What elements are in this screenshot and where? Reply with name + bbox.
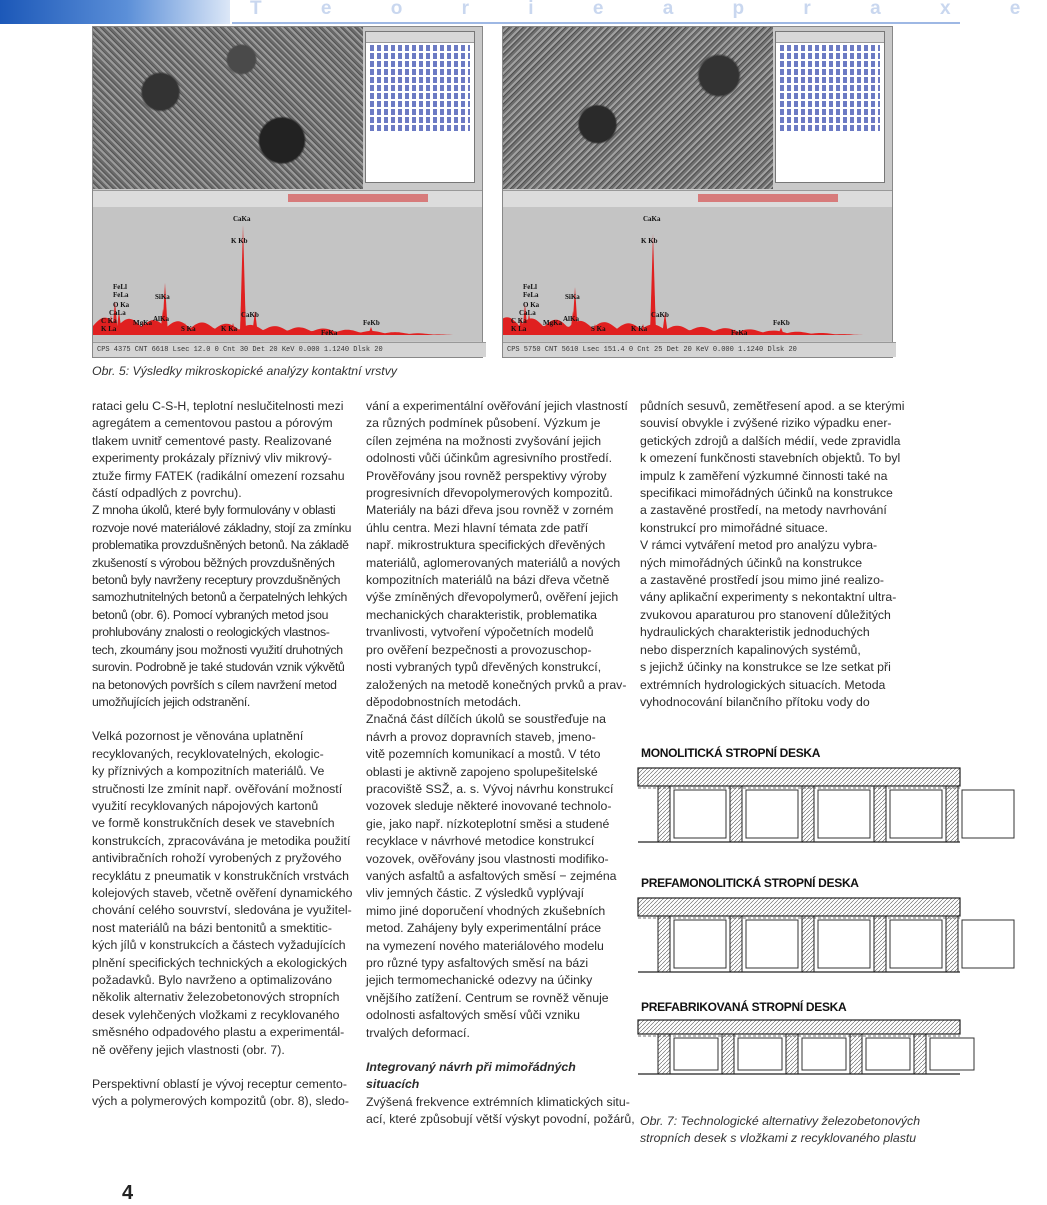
peak-label: MgKa: [133, 319, 153, 327]
text-line: děpodobnostních metodách.: [366, 694, 522, 709]
plastic-insert: [930, 1038, 974, 1070]
peak-label: K Ka: [221, 325, 238, 333]
text-line: konstrukcích, zpracovávána je metodika použití: [92, 833, 351, 848]
peak-label: CaKb: [651, 311, 669, 319]
text-column-2: [366, 398, 635, 1129]
plastic-insert: [866, 1038, 910, 1070]
peak-label: AlKa: [563, 315, 579, 323]
text-line: Značná část dílčích úkolů se soustřeďuje na: [366, 712, 606, 727]
text-line: V rámci vytváření metod pro analýzu vybra-: [640, 538, 878, 553]
text-line: pracoviště SSŽ, a. s. Vývoj návrhu konstrukcí: [366, 781, 614, 796]
text-line: Materiály na bázi dřeva jsou rovněž v zorném: [366, 503, 614, 518]
plastic-insert: [962, 920, 1014, 968]
slab-rib: [658, 1034, 670, 1074]
text-line: recyklovaných, recyklovatelných, ekologic-: [92, 746, 324, 761]
peak-label: K La: [101, 325, 117, 333]
eds-screenshot-2: [502, 26, 893, 358]
text-line: vitě pozemních komunikací a mostů. V této: [366, 747, 601, 762]
text-line: na vymezení nového materiálového modelu: [366, 938, 604, 953]
slab-rib: [946, 916, 958, 972]
text-line: vozovek, ověřovány jsou vlastnosti modifiko-: [366, 851, 609, 866]
peak-label: CaKb: [241, 311, 259, 319]
peak-label: FeKb: [363, 319, 380, 327]
plastic-insert: [802, 1038, 846, 1070]
slab-rib: [850, 1034, 862, 1074]
text-column-1: [92, 398, 353, 1111]
text-line: výše zmíněných dřevopolymerů, ověření jejich: [366, 590, 619, 605]
text-line: rataci gelu C-S-H, teplotní neslučitelnosti mezi: [92, 399, 344, 413]
paragraph: [366, 711, 622, 1042]
text-line: betonů byly navrženy receptury provzdušněných: [92, 573, 341, 588]
spectrum-peak: [162, 283, 168, 335]
paragraph: [640, 537, 902, 711]
slab-top-layer: [638, 1020, 960, 1034]
text-line: vyhodnocování bilančního přítoku vody do: [640, 694, 870, 709]
text-line: tlakem uvnitř cementové pasty. Realizované: [92, 433, 332, 448]
text-line: několik alternativ železobetonových stropních: [92, 990, 340, 1005]
peak-label: SiKa: [155, 293, 170, 301]
peak-label: FeKa: [321, 329, 338, 337]
text-line: Perspektivní oblastí je vývoj receptur cemento-: [92, 1077, 347, 1092]
text-line: vány aplikační experimenty s nekontaktní ultra-: [640, 590, 897, 605]
peak-label: FeLa: [523, 291, 539, 299]
paragraph: [366, 398, 628, 711]
slab-rib: [730, 916, 742, 972]
text-line: vých a polymerových kompozitů (obr. 8), sledo-: [92, 1094, 349, 1109]
eds-spectrum: [503, 207, 892, 341]
element-table-panel: [365, 31, 475, 183]
text-line: stručnosti lze zmínit např. ověřování možností: [92, 781, 343, 796]
header-gradient-bar: [0, 0, 230, 24]
text-line: desek vylehčených vložkami z recyklovaného: [92, 1007, 340, 1022]
text-line: odolnosti asfaltových směsí vůči vzniku: [366, 1008, 580, 1023]
text-line: směsného odpadového plastu a experimentál-: [92, 1025, 345, 1040]
peak-label: FeLa: [113, 291, 129, 299]
text-line: např. mikrostruktura specifických dřevěných: [366, 538, 606, 553]
slab-rib: [722, 1034, 734, 1074]
peak-label: CaKa: [643, 215, 661, 223]
text-line: umožňujících jejich odstranění.: [92, 694, 250, 709]
peak-label: O Ka: [113, 301, 130, 309]
slab-rib: [658, 786, 670, 842]
plastic-insert: [738, 1038, 782, 1070]
text-line: oblasti je aktivně zapojeno spolupešitelské: [366, 764, 598, 779]
slab-rib: [802, 916, 814, 972]
peak-label: FeKb: [773, 319, 790, 327]
text-line: úhlu centra. Mezi hlavní témata zde patří: [366, 520, 589, 535]
slab-label-prefabricated: PREFABRIKOVANÁ STROPNÍ DESKA: [641, 1000, 847, 1014]
slab-section-prefamonolithic: [638, 896, 960, 976]
peak-label: AlKa: [153, 315, 169, 323]
peak-label: CaKa: [233, 215, 251, 223]
slab-rib: [658, 916, 670, 972]
text-line: zvukovou aparaturou pro stanovení důležitých: [640, 607, 891, 622]
peak-label: S Ka: [181, 325, 196, 333]
text-line: prohlubovány znalosti o reologických vlastnos-: [92, 625, 330, 640]
plastic-insert: [962, 790, 1014, 838]
paragraph: [92, 502, 352, 711]
text-line: vaných asfaltů a asfaltových směsí − zejména: [366, 868, 617, 883]
text-line: recyklace v návrhové metodice konstrukcí: [366, 834, 595, 849]
slab-rib: [874, 916, 886, 972]
spectrum-toolbar: [503, 190, 892, 208]
text-line: plnění specifických technických a ekologických: [92, 955, 347, 970]
slab-label-monolithic: MONOLITICKÁ STROPNÍ DESKA: [641, 746, 821, 760]
text-line: samozhutnitelných betonů a čerpatelných lehkých: [92, 590, 347, 605]
text-line: vozovek sleduje některé inovované technolo-: [366, 799, 612, 814]
text-line: agregátem a cementovou pastou a pórovým: [92, 416, 333, 431]
peak-label: S Ka: [591, 325, 606, 333]
text-line: půdních sesuvů, zemětřesení apod. a se kterými: [640, 399, 905, 413]
plastic-insert: [818, 790, 870, 838]
plastic-insert: [674, 1038, 718, 1070]
peak-label: CaLa: [109, 309, 126, 317]
text-line: jejich termomechanické odezvy na účinky: [366, 973, 593, 988]
text-line: s jejichž účinky na konstrukce se lze setkat při: [640, 660, 891, 675]
element-table-panel: [775, 31, 885, 183]
text-line: pro různé typy asfaltových směsí na bázi: [366, 956, 589, 970]
text-line: mimo jiné doporučení vhodných zkušebních: [366, 903, 606, 918]
text-line: cílen zejména na možnosti zvyšování jejich: [366, 433, 602, 448]
text-line: za různých podmínek působení. Výzkum je: [366, 416, 601, 431]
paragraph: [92, 1076, 349, 1111]
peak-label: K Kb: [641, 237, 658, 245]
text-line: nebo disperzních kapalinových systémů,: [640, 642, 861, 657]
text-line: pro ověření bezpečnosti a provozuschop-: [366, 642, 592, 657]
text-line: tech, zkoumány jsou možnosti využití druhotných: [92, 642, 343, 657]
paragraph: [92, 398, 344, 502]
text-line: hydraulických charakteristik jednoduchých: [640, 625, 870, 640]
text-line: mechanických charakteristik, problematika: [366, 607, 597, 622]
peak-label: O Ka: [523, 301, 540, 309]
paragraph: [366, 1094, 635, 1129]
slab-rib: [786, 1034, 798, 1074]
slab-top-layer: [638, 768, 960, 786]
text-line: založených na metodě konečných prvků a prav-: [366, 677, 627, 692]
slab-drawings: [638, 742, 960, 1080]
text-line: problematika provzdušněných betonů. Na základě: [92, 538, 349, 553]
text-line: kompozitních materiálů na bázi dřeva včetně: [366, 573, 610, 588]
text-line: vnějšího zatížení. Centrum se rovněž věnuje: [366, 990, 609, 1005]
page-number: 4: [122, 1182, 134, 1204]
text-line: materiálů, aglomerovaných materiálů a nových: [366, 555, 621, 570]
spectrum-toolbar: [93, 190, 482, 208]
text-line: surovin. Podrobně je také studován vznik výkvětů: [92, 660, 345, 675]
text-line: ztuže firmy FATEK (radikální omezení rozsahu: [92, 468, 345, 483]
plastic-insert: [818, 920, 870, 968]
text-line: nosti vybraných typů dřevěných konstrukcí,: [366, 660, 602, 675]
text-line: a zastavěné prostředí, na metody navrhování: [640, 503, 887, 518]
text-line: kolejových staveb, včetně ověření dynamického: [92, 885, 353, 900]
text-line: chování celého souvrství, sledována je využitel-: [92, 903, 352, 918]
plastic-insert: [746, 790, 798, 838]
micrograph-image: [503, 27, 773, 189]
text-line: k omezení funkčnosti stavebních objektů. To byl: [640, 451, 901, 466]
spectrum-peak: [650, 254, 656, 335]
text-line: extrémních hydrologických situacích. Metoda: [640, 677, 886, 692]
micrograph-image: [93, 27, 363, 189]
text-line: experimenty prokázaly příznivý vliv mikrový-: [92, 451, 332, 466]
text-line: recyklátu z pneumatik v konstrukčních vrstvách: [92, 868, 349, 883]
eds-screenshot-1: [92, 26, 483, 358]
text-line: využití recyklovaných nápojových kartonů: [92, 798, 319, 813]
slab-section-prefabricated: [638, 1018, 960, 1078]
text-line: metod. Zahájeny byly experimentální práce: [366, 921, 602, 936]
text-line: Velká pozornost je věnována uplatnění: [92, 729, 304, 744]
plastic-insert: [674, 790, 726, 838]
text-line: zkušeností s výrobou běžných provzdušněných: [92, 555, 335, 570]
text-line: impulz k zaměření výzkumné činnosti také na: [640, 468, 888, 483]
plastic-insert: [746, 920, 798, 968]
text-line: na betonových površích s cílem navržení metod: [92, 677, 337, 692]
text-line: nost materiálů na bázi bentonitů a smektitic-: [92, 920, 332, 935]
slab-rib: [730, 786, 742, 842]
spectrum-peak: [368, 327, 374, 335]
section-title: T e o r i e a p r a x e: [250, 0, 1047, 19]
text-line: vání a experimentální ověřování jejich vlastností: [366, 399, 628, 413]
peak-label: FeLl: [523, 283, 537, 291]
paragraph: [640, 398, 905, 537]
text-line: specifikaci mimořádných účinků na konstrukce: [640, 486, 893, 501]
text-column-3: [640, 398, 905, 711]
spectrum-status-bar: CPS 5750 CNT 5610 Lsec 151.4 0 Cnt 25 Det 20 KeV 0.000 1.1240 Dlsk 20: [503, 342, 896, 357]
text-line: požadavků. Bylo navrženo a optimalizováno: [92, 973, 332, 987]
plastic-insert: [890, 790, 942, 838]
text-line: souvisí obvykle i zvýšené riziko výpadku ener-: [640, 416, 892, 431]
slab-rib: [802, 786, 814, 842]
text-line: vliv jemných částic. Z výsledků vyplývají: [366, 886, 584, 901]
text-line: odolnosti vůči účinkům agresivního prostředí.: [366, 451, 613, 466]
text-line: ně ověřeny jejich vlastnosti (obr. 7).: [92, 1042, 285, 1057]
text-line: stropních desek s vložkami z recyklovaného plastu: [640, 1131, 917, 1145]
text-line: ací, které způsobují větší výskyt povodní, požárů,: [366, 1112, 635, 1127]
peak-label: K La: [511, 325, 527, 333]
header-rule: [232, 22, 960, 24]
text-line: Obr. 7: Technologické alternativy železobetonových: [640, 1114, 921, 1128]
text-line: progresivních dřevopolymerových kompozitů.: [366, 486, 613, 501]
text-line: ve formě konstrukčních desek ve stavebních: [92, 816, 335, 831]
text-line: návrh a provoz dopravních staveb, jmeno-: [366, 729, 596, 744]
text-line: trvanlivosti, vytvoření výpočetních modelů: [366, 625, 594, 640]
text-line: ných mimořádných účinků na konstrukce: [640, 555, 863, 570]
eds-spectrum: [93, 207, 482, 341]
peak-label: SiKa: [565, 293, 580, 301]
text-line: Z mnoha úkolů, které byly formulovány v oblasti: [92, 503, 336, 518]
text-line: trvalých deformací.: [366, 1025, 470, 1040]
text-line: rozvoje nové materiálové základny, stojí za zmínku: [92, 520, 352, 535]
spectrum-peak: [240, 247, 246, 335]
figure7-caption: [640, 1113, 930, 1147]
text-line: betonů (obr. 6). Pomocí vybraných metod jsou: [92, 607, 329, 622]
peak-label: C Ka: [101, 317, 117, 325]
peak-label: MgKa: [543, 319, 563, 327]
text-line: konstrukcí pro mimořádné situace.: [640, 520, 828, 535]
text-line: antivibračních rohoží vyrobených z pryžového: [92, 851, 342, 866]
plastic-insert: [674, 920, 726, 968]
peak-label: C Ka: [511, 317, 527, 325]
peak-label: CaLa: [519, 309, 536, 317]
peak-label: FeKa: [731, 329, 748, 337]
paragraph: [92, 728, 353, 1059]
slab-label-prefamonolithic: PREFAMONOLITICKÁ STROPNÍ DESKA: [641, 876, 859, 890]
slab-rib: [914, 1034, 926, 1074]
text-line: Zvýšená frekvence extrémních klimatických situ-: [366, 1094, 630, 1109]
section-heading: Integrovaný návrh při mimořádných situacích: [366, 1060, 576, 1092]
text-line: gie, jako např. nízkoteplotní směsi a studené: [366, 816, 610, 831]
peak-label: K Kb: [231, 237, 248, 245]
peak-label: K Ka: [631, 325, 648, 333]
text-line: Prověřovány jsou rovněž perspektivy výroby: [366, 468, 607, 483]
text-line: a zastavěné prostředí jsou mimo jiné realizo-: [640, 573, 884, 588]
slab-section-monolithic: [638, 766, 960, 846]
slab-rib: [874, 786, 886, 842]
slab-rib: [946, 786, 958, 842]
text-line: getických zdrojů a dalších médií, vede zpravidla: [640, 433, 901, 448]
spectrum-status-bar: CPS 4375 CNT 6618 Lsec 12.0 0 Cnt 30 Det 20 KeV 0.000 1.1240 Dlsk 20: [93, 342, 486, 357]
text-line: částí odpadlých z povrchu).: [92, 486, 242, 501]
slab-top-layer: [638, 898, 960, 916]
plastic-insert: [890, 920, 942, 968]
figure5-caption: Obr. 5: Výsledky mikroskopické analýzy kontaktní vrstvy: [92, 364, 398, 378]
peak-label: FeLl: [113, 283, 127, 291]
text-line: kých jílů v konstrukcích a částech vyžadujících: [92, 938, 346, 953]
text-line: ky příznivých a kompozitních materiálů. Ve: [92, 764, 325, 779]
